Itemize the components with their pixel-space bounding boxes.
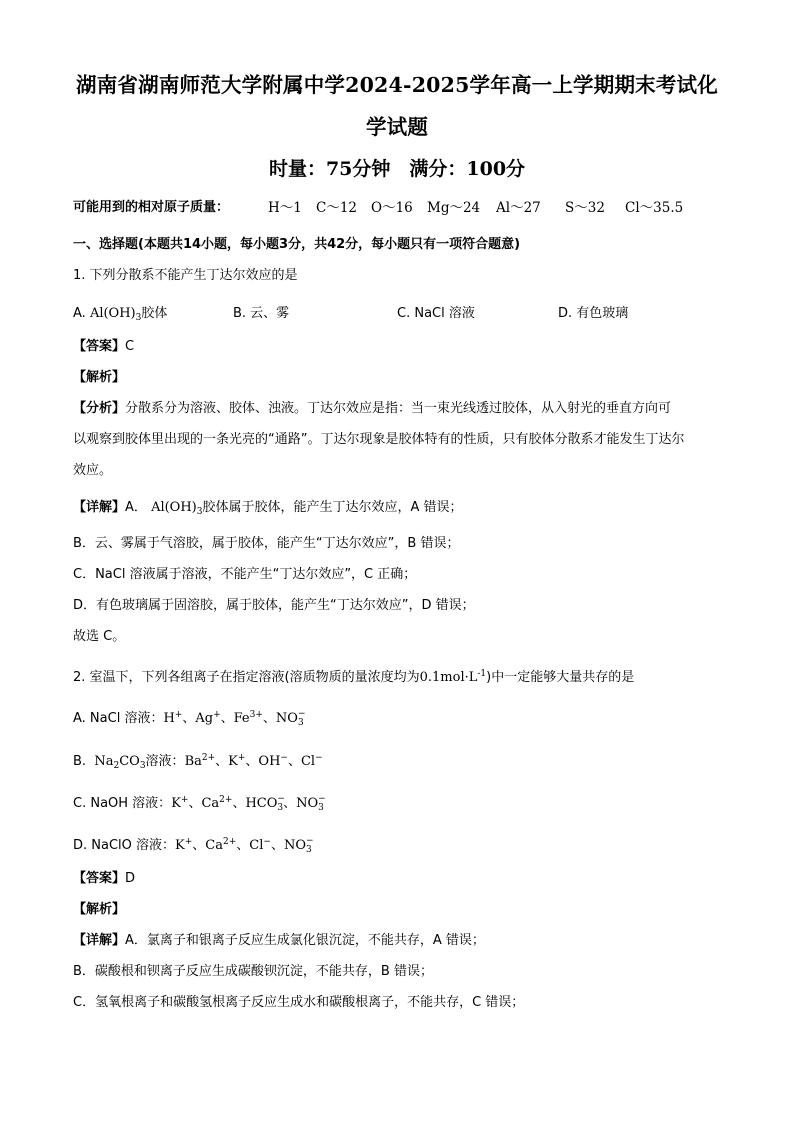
section-heading: 一、选择题(本题共14小题，每小题3分，共42分，每小题只有一项符合题意) bbox=[73, 237, 521, 252]
q1-detail-b: B．云、雾属于气溶胶，属于胶体，能产生“丁达尔效应”，B 错误； bbox=[73, 536, 460, 551]
atomic-mass-s: S～32 bbox=[565, 200, 605, 216]
q1-analysis-tag: 【解析】 bbox=[73, 370, 126, 385]
q1-option-a: A. $Al(OH)_3$胶体 bbox=[73, 306, 168, 323]
atomic-mass-mg: Mg～24 bbox=[427, 200, 481, 216]
q2-option-c: C. NaOH 溶液：K+、$Ca^{2+}$、HCO $_{- 3}$、NO $_{- 3}$ bbox=[73, 794, 326, 813]
q1-option-b: B. 云、雾 bbox=[233, 306, 290, 321]
atomic-mass-o: O～16 bbox=[371, 200, 413, 216]
q1-fenxi-line3: 效应。 bbox=[73, 463, 113, 478]
q1-option-c: C. NaCl 溶液 bbox=[397, 306, 475, 321]
q1-conclusion: 故选 C。 bbox=[73, 629, 126, 644]
q2-stem: 2. 室温下，下列各组离子在指定溶液(溶质物质的量浓度均为$0.1mol\cdot L^{-1}$)中一定能够大量共存的是 bbox=[73, 669, 635, 685]
q2-answer: 【答案】D bbox=[73, 871, 136, 886]
atomic-mass-c: C～12 bbox=[316, 200, 358, 216]
q1-fenxi-line1: 【分析】分散系分为溶液、胶体、浊液。丁达尔效应是指：当一束光线透过胶体，从入射光的垂直方向可 bbox=[73, 401, 672, 416]
q1-detail-a: 【详解】A． $Al(OH)_3$胶体属于胶体，能产生丁达尔效应，A 错误； bbox=[73, 500, 463, 517]
q1-fenxi-line2: 以观察到胶体里出现的一条光亮的“通路”。丁达尔现象是胶体特有的性质，只有胶体分散系才能发生丁达尔 bbox=[73, 432, 685, 447]
atomic-mass-label: 可能用到的相对原子质量： bbox=[73, 200, 230, 215]
doc-title-line2: 学试题 bbox=[365, 115, 429, 139]
q2-analysis-tag: 【解析】 bbox=[73, 902, 126, 917]
q2-option-b: B. $Na_2CO_3$溶液：$Ba^{2+}$、K+、OH−、Cl− bbox=[73, 753, 323, 771]
q1-detail-c: C．NaCl 溶液属于溶液，不能产生“丁达尔效应”，C 正确； bbox=[73, 567, 417, 582]
atomic-mass-h: H～1 bbox=[268, 200, 302, 216]
q1-option-d: D. 有色玻璃 bbox=[558, 306, 629, 321]
doc-title-line1: 湖南省湖南师范大学附属中学2024-2025学年高一上学期期末考试化 bbox=[76, 73, 718, 97]
atomic-mass-al: Al～27 bbox=[496, 200, 541, 216]
q1-answer: 【答案】C bbox=[73, 339, 135, 354]
q2-option-d: D. NaClO 溶液：K+、$Ca^{2+}$、Cl−、NO $_{- 3}$ bbox=[73, 836, 314, 855]
exam-time-score: 时量：75分钟 满分：100分 bbox=[268, 158, 526, 180]
atomic-mass-cl: Cl～35.5 bbox=[625, 200, 684, 216]
q1-detail-d: D．有色玻璃属于固溶胶，属于胶体，能产生“丁达尔效应”，D 错误； bbox=[73, 598, 475, 613]
q2-detail-a: 【详解】A．氯离子和银离子反应生成氯化银沉淀，不能共存，A 错误； bbox=[73, 933, 485, 948]
q2-detail-b: B．碳酸根和钡离子反应生成碳酸钡沉淀，不能共存，B 错误； bbox=[73, 964, 433, 979]
q2-detail-c: C．氢氧根离子和碳酸氢根离子反应生成水和碳酸根离子，不能共存，C 错误； bbox=[73, 995, 525, 1010]
q1-stem: 1. 下列分散系不能产生丁达尔效应的是 bbox=[73, 268, 298, 283]
q2-option-a: A. NaCl 溶液：H+、Ag+、$Fe^{3+}$、NO $_{- 3}$ bbox=[73, 709, 306, 728]
